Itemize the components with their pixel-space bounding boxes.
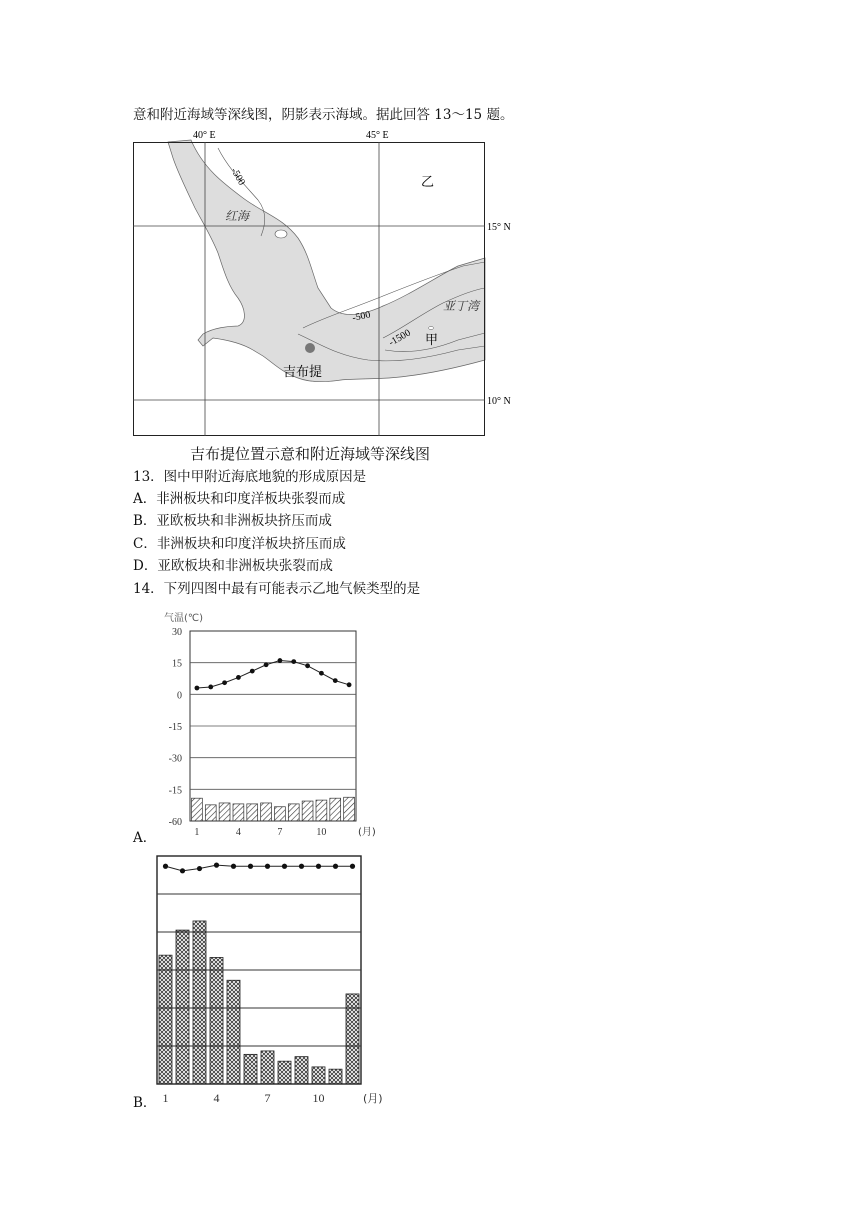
temperature-point — [316, 864, 321, 869]
temperature-point — [222, 680, 227, 685]
temperature-point — [231, 864, 236, 869]
precip-bar — [312, 1067, 325, 1084]
temperature-point — [350, 864, 355, 869]
temperature-point — [195, 686, 200, 691]
q13-option-a: A．非洲板块和印度洋板块张裂而成 — [133, 491, 346, 507]
y-tick-label: -60 — [168, 817, 182, 828]
temperature-point — [265, 864, 270, 869]
djibouti-dot — [305, 343, 315, 353]
y-tick-label: 15 — [172, 658, 182, 670]
x-axis-unit: (月) — [363, 1092, 383, 1105]
temperature-point — [214, 863, 219, 868]
temperature-point — [347, 682, 352, 687]
precip-bar — [244, 1054, 257, 1084]
temperature-point — [197, 866, 202, 871]
x-tick-label: 1 — [162, 1091, 169, 1105]
x-axis-unit: (月) — [358, 827, 376, 838]
djibouti-label: 吉布提 — [283, 365, 323, 380]
lon-label-45: 45° E — [366, 130, 389, 141]
place-yi: 乙 — [421, 175, 435, 190]
temperature-point — [264, 662, 269, 667]
temperature-line — [166, 865, 353, 871]
precip-bar — [288, 804, 299, 821]
temperature-point — [278, 658, 283, 663]
precip-bar — [219, 803, 230, 821]
map-caption: 吉布提位置示意和附近海域等深线图 — [190, 445, 431, 463]
temperature-point — [180, 868, 185, 873]
precip-bar — [329, 1069, 342, 1084]
precip-bar — [278, 1061, 291, 1084]
q13-option-b: B．亚欧板块和非洲板块挤压而成 — [133, 513, 332, 529]
precip-bar — [205, 805, 216, 821]
precip-bar — [192, 798, 203, 821]
precip-bar — [344, 797, 355, 821]
temperature-point — [305, 663, 310, 668]
place-jia: 甲 — [425, 333, 439, 348]
temperature-point — [333, 678, 338, 683]
precip-bar — [210, 957, 223, 1084]
temperature-point — [333, 864, 338, 869]
temperature-point — [291, 659, 296, 664]
island — [275, 230, 287, 238]
lat-label-15: 15° N — [487, 222, 511, 233]
precip-bar — [316, 800, 327, 821]
precip-bar — [159, 955, 172, 1084]
precip-bar — [247, 804, 258, 821]
q13-option-d: D．亚欧板块和非洲板块张裂而成 — [133, 558, 333, 574]
precip-bar — [302, 801, 313, 821]
y-tick-label: -15 — [168, 722, 182, 733]
temperature-point — [250, 669, 255, 674]
lat-label-10: 10° N — [487, 396, 511, 407]
precip-bar — [261, 1051, 274, 1084]
depth-500-redsea: -500 — [228, 166, 248, 188]
y-tick-label: 0 — [177, 690, 182, 702]
option-b-label: B． — [133, 1095, 157, 1111]
x-tick-label: 10 — [316, 827, 327, 838]
q13-option-c: C．非洲板块和印度洋板块挤压而成 — [133, 536, 346, 552]
y-tick-label: -30 — [168, 753, 182, 765]
precip-bar — [275, 807, 286, 821]
precip-bar — [346, 994, 359, 1084]
depth-1500: -1500 — [387, 327, 413, 349]
x-tick-label: 4 — [213, 1091, 220, 1105]
precip-bar — [193, 921, 206, 1084]
precip-bar — [176, 930, 189, 1084]
question-14: 14．下列四图中最有可能表示乙地气候类型的是 — [133, 581, 421, 597]
precip-bar — [227, 980, 240, 1084]
lon-label-40: 40° E — [193, 130, 216, 141]
temperature-line — [197, 661, 349, 688]
y-tick-label: 30 — [172, 627, 182, 638]
island — [429, 327, 434, 330]
gulf-label: 亚丁湾 — [443, 299, 480, 313]
x-tick-label: 7 — [277, 827, 283, 838]
red-sea-label: 红海 — [225, 209, 250, 223]
x-tick-label: 1 — [194, 827, 200, 838]
x-tick-label: 7 — [264, 1091, 271, 1105]
temperature-point — [282, 864, 287, 869]
option-a-label: A． — [133, 830, 157, 846]
x-tick-label: 4 — [235, 827, 241, 838]
intro-text: 意和附近海域等深线图，阴影表示海域。据此回答 13～15 题。 — [133, 107, 514, 123]
precip-bar — [233, 804, 244, 821]
temperature-point — [248, 864, 253, 869]
climate-chart-b — [150, 852, 400, 1110]
precip-bar — [261, 803, 272, 821]
temperature-point — [299, 864, 304, 869]
y-axis-title: 气温(℃) — [164, 613, 204, 624]
depth-500-gulf: -500 — [351, 309, 372, 324]
y-tick-label: -15 — [168, 785, 182, 797]
precip-bar — [295, 1057, 308, 1084]
temperature-point — [163, 864, 168, 869]
depth-contour-map — [133, 128, 511, 440]
temperature-point — [208, 685, 213, 690]
temperature-point — [319, 671, 324, 676]
question-13: 13．图中甲附近海底地貌的形成原因是 — [133, 469, 367, 485]
precip-bar — [330, 798, 341, 821]
climate-chart-a — [150, 605, 390, 838]
x-tick-label: 10 — [312, 1091, 325, 1105]
temperature-point — [236, 675, 241, 680]
